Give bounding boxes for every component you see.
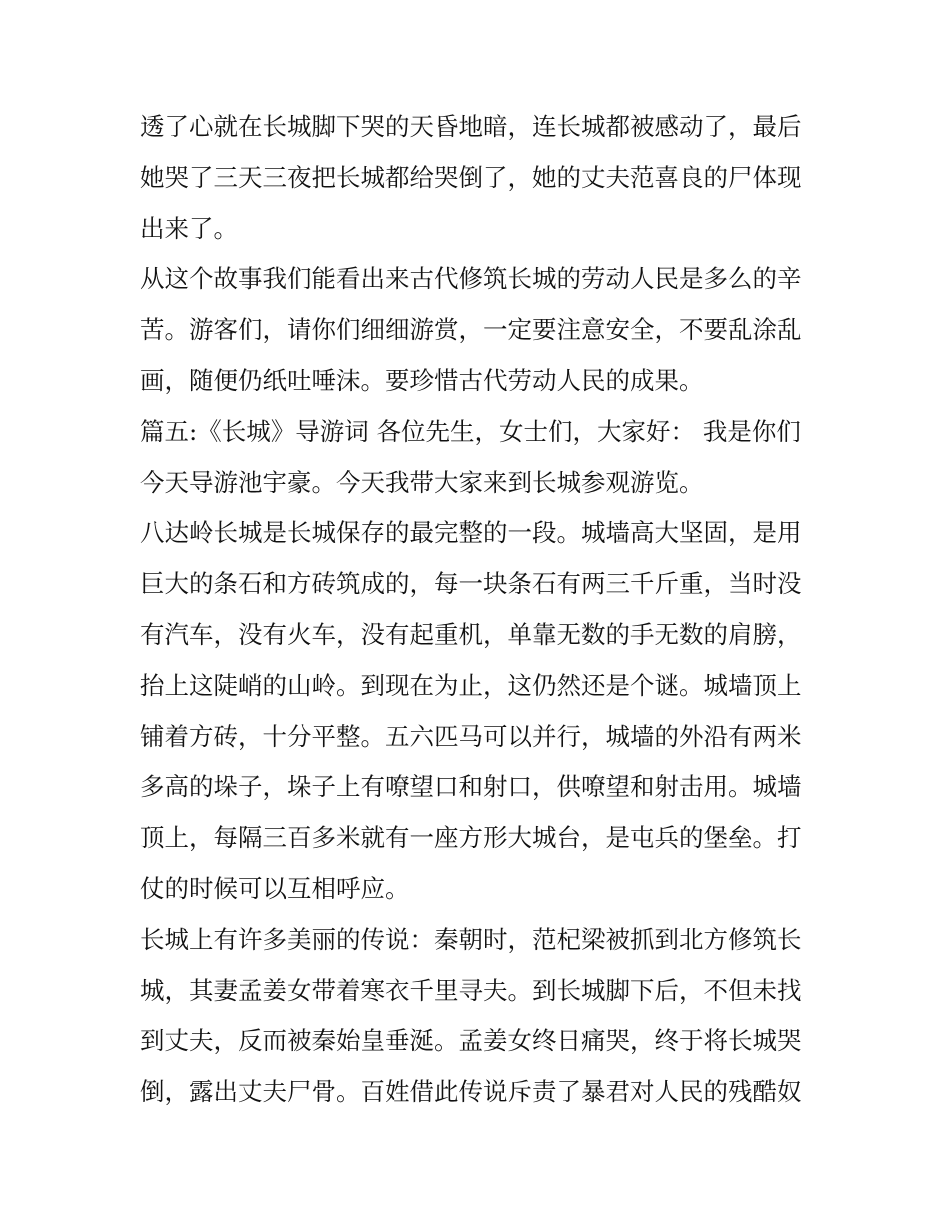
text-line: 长城上有许多美丽的传说：秦朝时，范杞梁被抓到北方修筑长 bbox=[140, 924, 802, 954]
text-line: 从这个故事我们能看出来古代修筑长城的劳动人民是多么的辛 bbox=[140, 264, 802, 294]
text-line: 她哭了三天三夜把长城都给哭倒了，她的丈夫范喜良的尸体现 bbox=[140, 162, 802, 192]
document-body bbox=[140, 102, 820, 1118]
text-line: 城，其妻孟姜女带着寒衣千里寻夫。到长城脚下后，不但未找 bbox=[140, 975, 802, 1005]
text-line: 画，随便仍纸吐唾沫。要珍惜古代劳动人民的成果。 bbox=[140, 365, 704, 395]
text-line: 倒，露出丈夫尸骨。百姓借此传说斥责了暴君对人民的残酷奴 bbox=[140, 1077, 802, 1107]
text-line: 多高的垛子，垛子上有嘹望口和射口，供嘹望和射击用。城墙 bbox=[140, 772, 802, 802]
text-line: 今天导游池宇豪。今天我带大家来到长城参观游览。 bbox=[140, 467, 704, 497]
text-line: 到丈夫，反而被秦始皇垂涎。孟姜女终日痛哭，终于将长城哭 bbox=[140, 1026, 802, 1056]
text-line: 铺着方砖，十分平整。五六匹马可以并行，城墙的外沿有两米 bbox=[140, 721, 802, 751]
text-line: 抬上这陡峭的山岭。到现在为止，这仍然还是个谜。城墙顶上 bbox=[140, 670, 802, 700]
text-line: 苦。游客们，请你们细细游赏，一定要注意安全，不要乱涂乱 bbox=[140, 315, 802, 345]
text-line: 篇五:《长城》导游词 各位先生，女士们，大家好： 我是你们 bbox=[140, 416, 801, 446]
text-line: 出来了。 bbox=[140, 213, 238, 243]
text-line: 巨大的条石和方砖筑成的，每一块条石有两三千斤重，当时没 bbox=[140, 569, 802, 599]
text-line: 顶上，每隔三百多米就有一座方形大城台，是屯兵的堡垒。打 bbox=[140, 823, 802, 853]
text-line: 仗的时候可以互相呼应。 bbox=[140, 873, 410, 903]
text-line: 八达岭长城是长城保存的最完整的一段。城墙高大坚固，是用 bbox=[140, 518, 802, 548]
text-line: 有汽车，没有火车，没有起重机，单靠无数的手无数的肩膀， bbox=[140, 619, 802, 649]
text-line: 透了心就在长城脚下哭的天昏地暗，连长城都被感动了，最后 bbox=[140, 112, 802, 141]
